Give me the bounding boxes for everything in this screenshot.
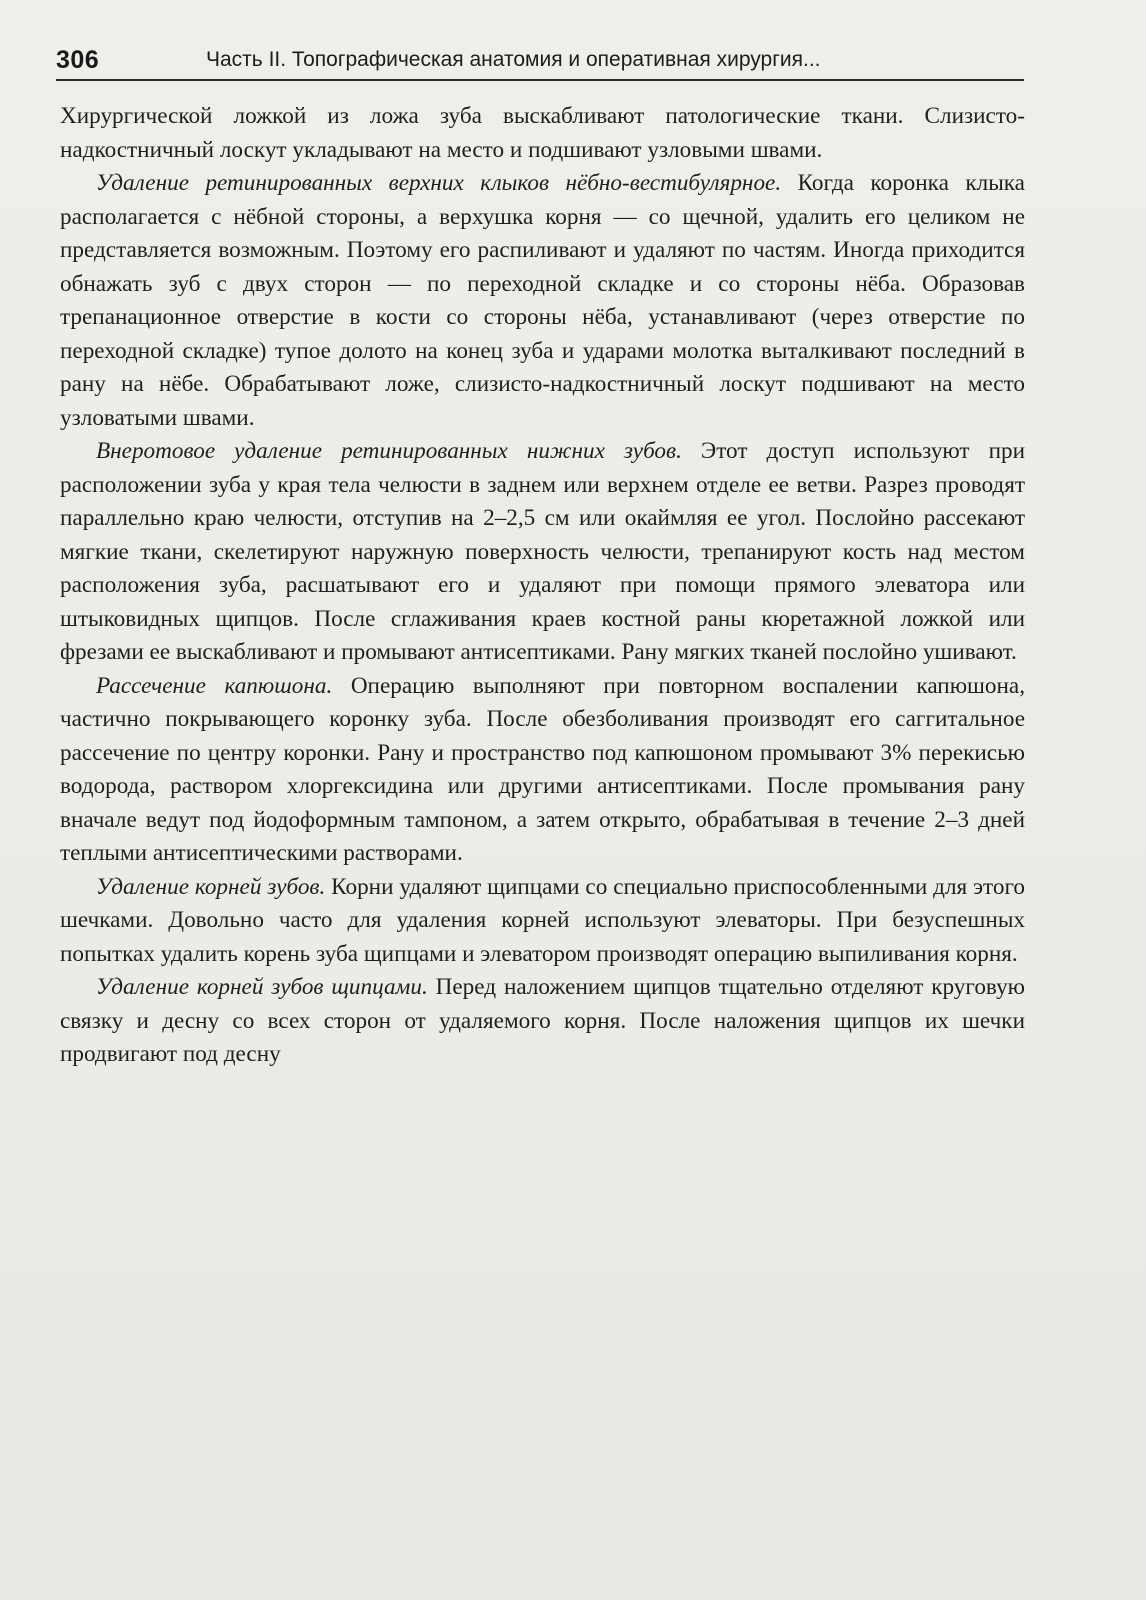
- paragraph-root-removal: [60, 871, 1025, 972]
- paragraph-text: Хирургической ложкой из ложа зуба выскабливают патологические ткани. Слизисто-надкостничный лоскут укладывают на место и подшивают узловыми швами.: [60, 103, 1025, 163]
- header-rule: [56, 79, 1024, 81]
- paragraph-text: Этот доступ используют при расположении зуба у края тела челюсти в заднем или верхнем отделе ее ветви. Разрез проводят параллельно краю челюсти, отступив на 2–2,5 см или окаймляя ее угол. Послойно рассекают мягкие ткани, скелетируют наружную поверхность челюсти, трепанируют кость над местом расположения зуба, расшатывают его и удаляют при помощи прямого элеватора или штыковидных щипцов. После сглаживания краев костной раны кюретажной ложкой или фрезами ее выскабливают и промывают антисептиками. Рану мягких тканей послойно ушивают.: [60, 438, 1025, 665]
- paragraph-lead: Рассечение капюшона.: [96, 672, 333, 699]
- page-number: 306: [56, 46, 100, 74]
- paragraph-text: Перед наложением щипцов тщательно отделяют круговую связку и десну со всех сторон от удаляемого корня. После наложения щипцов их шечки продвигают под десну: [60, 974, 1025, 1067]
- paragraph-text: Корни удаляют щипцами со специально приспособленными для этого шечками. Довольно часто для удаления корней используют элеваторы. При безуспешных попытках удалить корень зуба щипцами и элеватором производят операцию выпиливания корня.: [60, 873, 1025, 967]
- paragraph-lead: Удаление ретинированных верхних клыков нёбно-вестибулярное.: [96, 170, 782, 196]
- body-text: [60, 100, 1025, 1072]
- paragraph-text: Операцию выполняют при повторном воспалении капюшона, частично покрывающего коронку зуба. После обезболивания производят его саггитальное рассечение по центру коронки. Рану и пространство под капюшоном промывают 3% перекисью водорода, раствором хлоргексидина или другими антисептиками. После промывания рану вначале ведут под йодоформным тампоном, а затем открыто, обрабатывая в течение 2–3 дней теплыми антисептическими растворами.: [60, 672, 1025, 866]
- paragraph-text: Когда коронка клыка располагается с нёбной стороны, а верхушка корня — со щечной, удалить его целиком не представляется возможным. Поэтому его распиливают и удаляют по частям. Иногда приходится обнажать зуб с двух сторон — по переходной складке и со стороны нёба. Образовав трепанационное отверстие в кости со стороны нёба, устанавливают (через отверстие по переходной складке) тупое долото на конец зуба и ударами молотка выталкивают последний в рану на нёбе. Обрабатывают ложе, слизисто-надкостничный лоскут подшивают на место узловатыми швами.: [60, 170, 1025, 431]
- paragraph-hood-dissection: [60, 670, 1025, 871]
- paragraph-continuation: [60, 100, 1025, 167]
- running-head: [56, 46, 1024, 86]
- paragraph-extraoral-removal: [60, 435, 1025, 670]
- paragraph-root-forceps: [60, 971, 1025, 1072]
- paragraph-lead: Удаление корней зубов.: [96, 873, 326, 900]
- running-title: Часть II. Топографическая анатомия и оперативная хирургия...: [206, 48, 821, 71]
- paragraph-canine-removal: [60, 167, 1025, 435]
- paragraph-lead: Внеротовое удаление ретинированных нижних зубов.: [96, 438, 682, 464]
- paragraph-lead: Удаление корней зубов щипцами.: [96, 974, 428, 1000]
